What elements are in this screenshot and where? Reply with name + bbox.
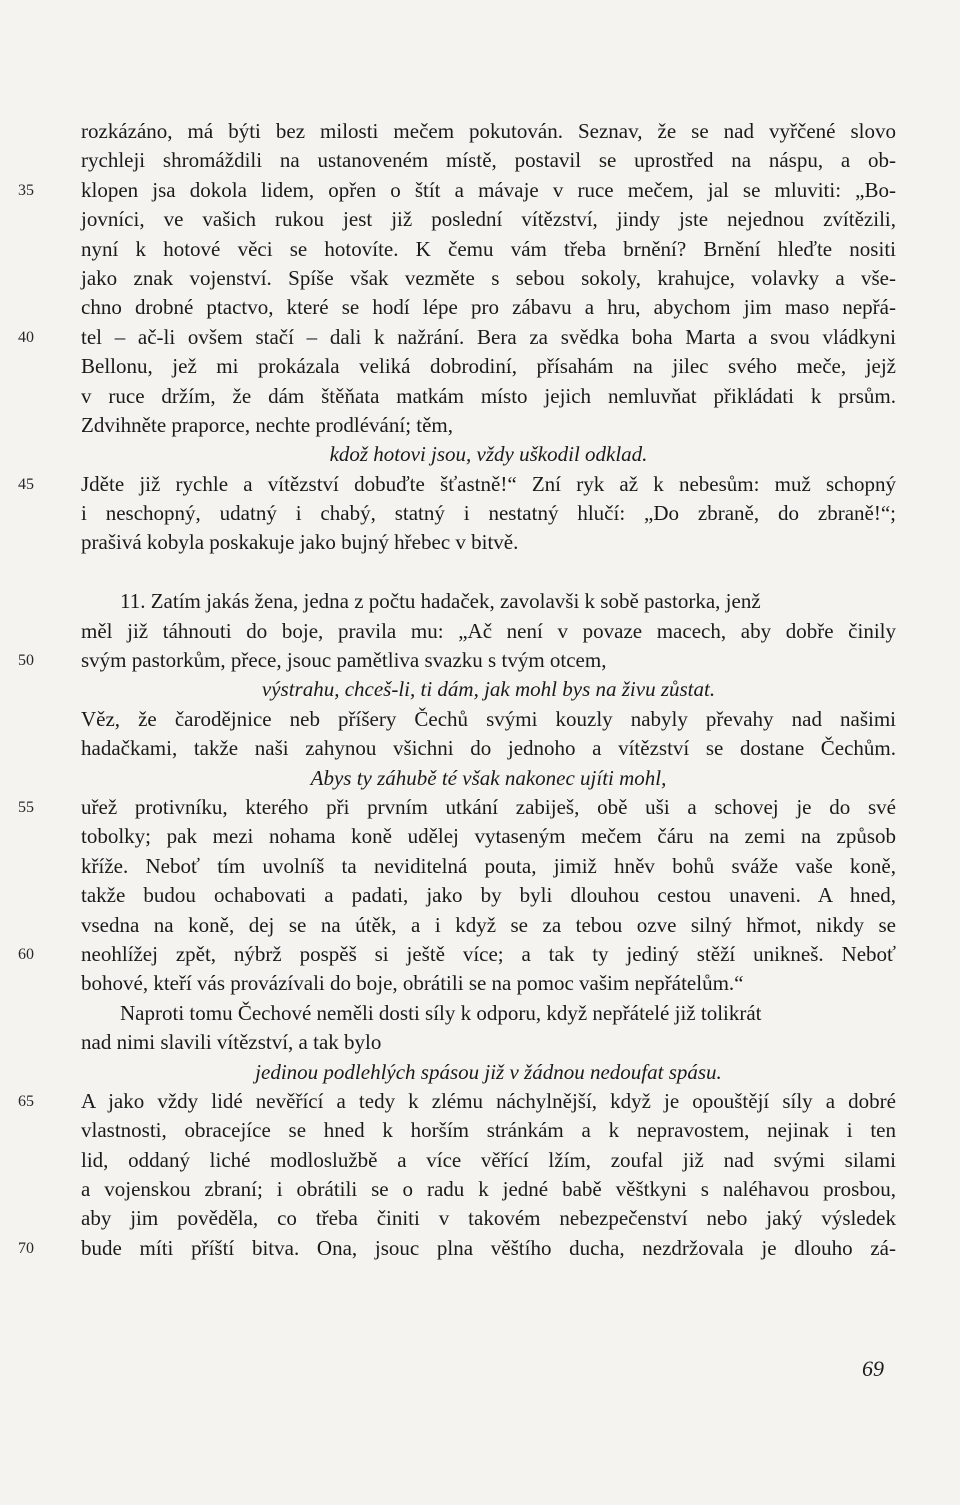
- line-text: klopen jsa dokola lidem, opřen o štít a mávaje v ruce mečem, jal se mluviti: „Bo-: [81, 177, 896, 202]
- text-line: [0, 969, 960, 998]
- text-line: [0, 1234, 960, 1263]
- line-text: tel – ač-li ovšem stačí – dali k nažrání. Bera za svědka boha Marta a svou vládkyni: [81, 324, 896, 349]
- verse-line: Abys ty záhubě té však nakonec ujíti mohl,: [310, 765, 667, 790]
- text-line: [0, 705, 960, 734]
- line-text: jako znak vojenství. Spíše však vezměte s sebou sokoly, krahujce, volavky a vše-: [81, 265, 896, 290]
- text-line: [0, 1028, 960, 1057]
- text-line: [0, 764, 960, 793]
- paragraph-gap: [0, 558, 960, 587]
- line-text: i neschopný, udatný i chabý, statný i nestatný hlučí: „Do zbraně, do zbraně!“;: [81, 501, 896, 526]
- line-text: rychleji shromáždili na ustanoveném místě, postavil se uprostřed na náspu, a ob-: [81, 148, 896, 173]
- line-text: takže budou ochabovati a padati, jako by byli dlouhou cestou unaveni. A hned,: [81, 883, 896, 908]
- text-line: [0, 675, 960, 704]
- line-text: měl již táhnouti do boje, pravila mu: „Ač není v povaze macech, aby dobře činily: [81, 618, 896, 643]
- text-line: [0, 264, 960, 293]
- line-number: 70: [18, 1239, 34, 1257]
- text-line: [0, 1204, 960, 1233]
- line-text: v ruce držím, že dám štěňata matkám místo jejich nemluvňat přikládati k prsům.: [81, 383, 896, 408]
- line-text: Zdvihněte praporce, nechte prodlévání; těm,: [81, 412, 454, 437]
- text-line: [0, 793, 960, 822]
- line-number: 60: [18, 945, 34, 963]
- text-line: [0, 205, 960, 234]
- line-text: 11. Zatím jakás žena, jedna z počtu hadaček, zavolavši k sobě pastorka, jenž: [120, 589, 761, 614]
- text-line: [0, 852, 960, 881]
- text-line: [0, 734, 960, 763]
- line-text: neohlížej zpět, nýbrž pospěš si ještě více; a tak ty jediný stěží unikneš. Neboť: [81, 941, 896, 966]
- line-text: bude míti příští bitva. Ona, jsouc plna věštího ducha, nezdržovala je dlouho zá-: [81, 1235, 896, 1260]
- text-line: [0, 146, 960, 175]
- line-text: nad nimi slavili vítězství, a tak bylo: [81, 1030, 382, 1055]
- line-text: A jako vždy lidé nevěřící a tedy k zlému náchylnější, když je opouštějí síly a dobré: [81, 1088, 896, 1113]
- line-text: Bellonu, jež mi prokázala veliká dobrodiní, přísahám na jilec svého meče, jejž: [81, 354, 896, 379]
- line-text: lid, oddaný liché modloslužbě a více věřící lžím, zoufal již nad svými silami: [81, 1147, 896, 1172]
- line-text: tobolky; pak mezi nohama koně udělej vytaseným mečem čáru na zemi na způsob: [81, 824, 896, 849]
- text-line: [0, 382, 960, 411]
- line-text: aby jim pověděla, co třeba činiti v takovém nebezpečenství nebo jaký výsledek: [81, 1206, 896, 1231]
- page-number: 69: [862, 1356, 884, 1381]
- line-text: Věz, že čarodějnice neb příšery Čechů svými kouzly nabyly převahy nad našimi: [81, 706, 896, 731]
- verse-line: kdož hotovi jsou, vždy uškodil odklad.: [329, 442, 648, 467]
- text-line: [0, 411, 960, 440]
- text-line: [0, 323, 960, 352]
- line-text: kříže. Neboť tím uvolníš ta neviditelná pouta, jimiž hněv bohů sváže vaše koně,: [81, 853, 896, 878]
- page-body: [0, 117, 960, 1263]
- line-text: uřež protivníku, kterého při prvním utkání zabiješ, obě uši a schovej je do své: [81, 794, 896, 819]
- text-line: [0, 440, 960, 469]
- text-line: [0, 1146, 960, 1175]
- line-text: Jděte již rychle a vítězství dobuďte šťastně!“ Zní ryk až k nebesům: muž schopný: [81, 471, 896, 496]
- text-line: [0, 999, 960, 1028]
- text-line: [0, 235, 960, 264]
- line-number: 50: [18, 652, 34, 670]
- text-line: [0, 881, 960, 910]
- line-text: prašivá kobyla poskakuje jako bujný hřebec v bitvě.: [81, 530, 519, 555]
- verse-line: jedinou podlehlých spásou již v žádnou nedoufat spásu.: [255, 1059, 722, 1084]
- text-line: [0, 617, 960, 646]
- line-text: vlastnosti, obracejíce se hned k horším stránkám a k nepravostem, nejinak i ten: [81, 1118, 896, 1143]
- text-line: [0, 587, 960, 616]
- text-line: [0, 646, 960, 675]
- text-line: [0, 293, 960, 322]
- text-line: [0, 117, 960, 146]
- line-number: 35: [18, 181, 34, 199]
- text-line: [0, 822, 960, 851]
- line-text: vsedna na koně, dej se na útěk, a i když se za tebou ozve silný hřmot, nikdy se: [81, 912, 896, 937]
- line-text: chno drobné ptactvo, které se hodí lépe pro zábavu a hru, abychom jim maso nepřá-: [81, 295, 896, 320]
- line-text: Naproti tomu Čechové neměli dosti síly k odporu, když nepřátelé již tolikrát: [120, 1000, 762, 1025]
- line-text: svým pastorkům, přece, jsouc pamětliva svazku s tvým otcem,: [81, 648, 607, 673]
- line-text: bohové, kteří vás provázívali do boje, obrátili se na pomoc vašim nepřátelům.“: [81, 971, 744, 996]
- text-line: [0, 528, 960, 557]
- text-line: [0, 940, 960, 969]
- line-number: 40: [18, 328, 34, 346]
- line-text: rozkázáno, má býti bez milosti mečem pokutován. Seznav, že se nad vyřčené slovo: [81, 119, 896, 143]
- line-number: 65: [18, 1092, 34, 1110]
- text-line: [0, 1175, 960, 1204]
- text-line: [0, 470, 960, 499]
- text-line: [0, 176, 960, 205]
- text-line: [0, 911, 960, 940]
- line-text: nyní k hotové věci se hotovíte. K čemu vám třeba brnění? Brnění hleďte nositi: [81, 236, 896, 261]
- text-line: [0, 1087, 960, 1116]
- line-text: a vojenskou zbraní; i obrátili se o radu k jedné babě věštkyni s naléhavou prosbou,: [81, 1177, 896, 1202]
- text-line: [0, 1116, 960, 1145]
- verse-line: výstrahu, chceš-li, ti dám, jak mohl bys na živu zůstat.: [261, 677, 716, 702]
- text-line: [0, 352, 960, 381]
- text-line: [0, 499, 960, 528]
- text-line: [0, 1058, 960, 1087]
- line-number: 45: [18, 475, 34, 493]
- line-text: jovníci, ve vašich rukou jest již poslední vítězství, jindy jste nejednou zvítězili,: [81, 207, 896, 232]
- line-text: hadačkami, takže naši zahynou všichni do jednoho a vítězství se dostane Čechům.: [81, 736, 896, 761]
- line-number: 55: [18, 798, 34, 816]
